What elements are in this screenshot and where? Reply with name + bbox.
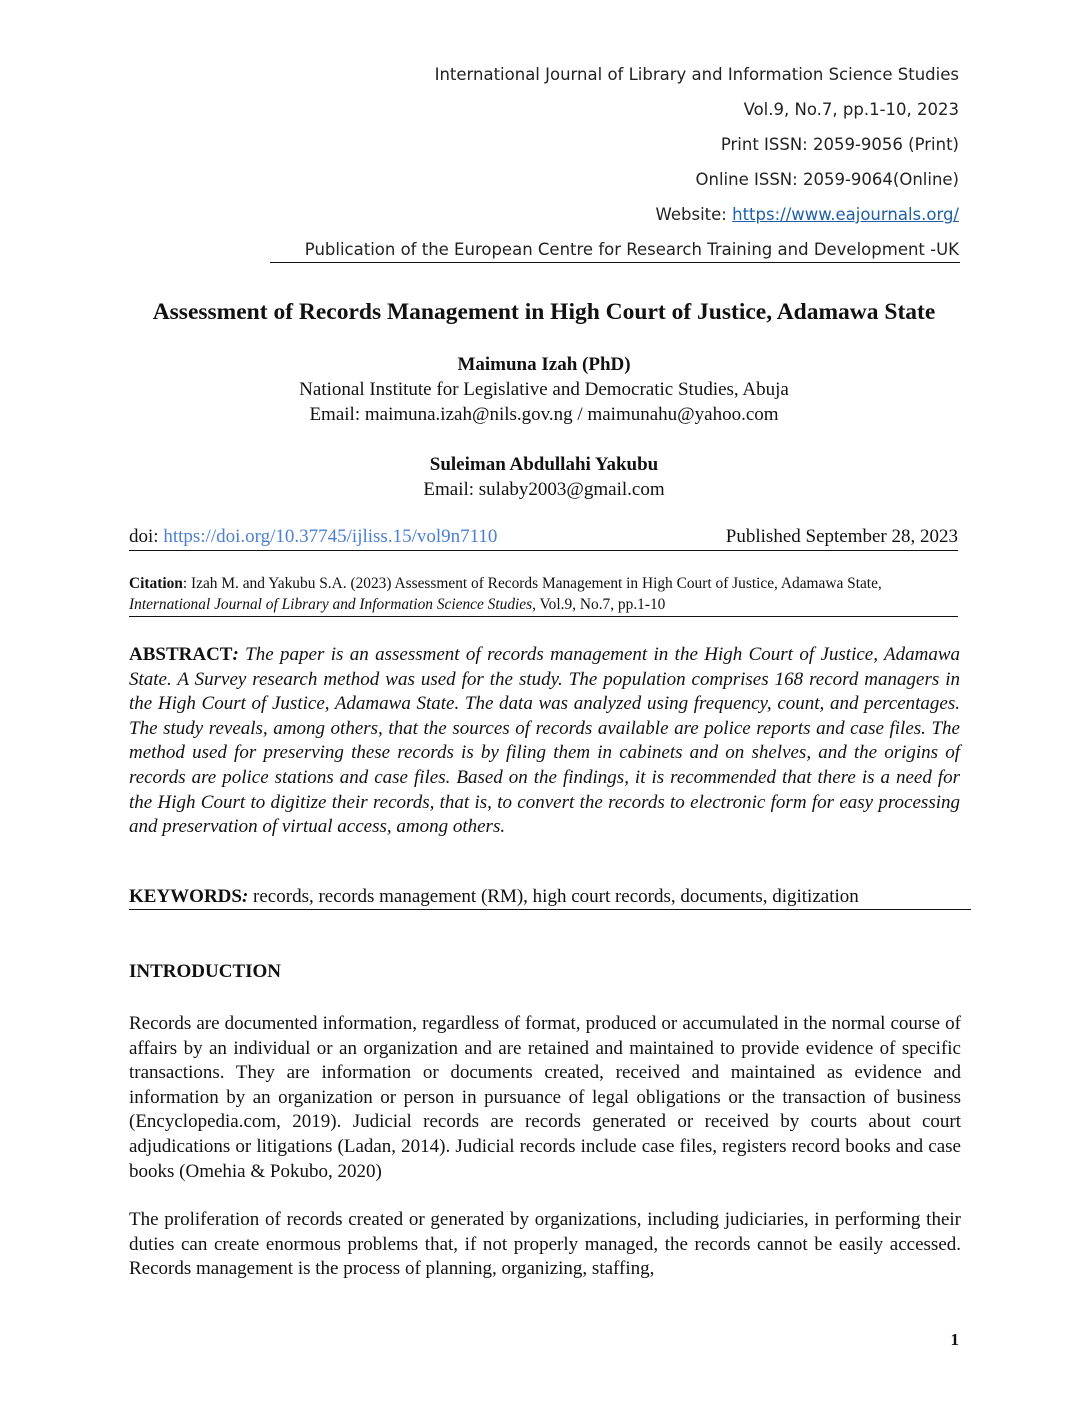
page-number: 1 — [950, 1330, 959, 1349]
citation — [129, 573, 958, 615]
introduction-heading: INTRODUCTION — [129, 961, 282, 982]
author-1-name: Maimuna Izah (PhD) — [457, 354, 631, 375]
abstract-colon: : — [232, 644, 239, 665]
keywords-text: records, records management (RM), high court records, documents, digitization — [248, 886, 859, 907]
author-2-email: Email: sulaby2003@gmail.com — [423, 479, 665, 500]
print-issn: Print ISSN: 2059-9056 (Print) — [720, 135, 959, 154]
website-label: Website: — [655, 205, 733, 224]
citation-divider — [129, 616, 958, 617]
author-2-name: Suleiman Abdullahi Yakubu — [429, 454, 659, 475]
online-issn: Online ISSN: 2059-9064(Online) — [695, 170, 959, 189]
introduction-paragraph-2: The proliferation of records created or generated by organizations, including judiciaries, in performing their duties can create enormous problems that, if not properly managed, the records cannot be easily accessed. Records management is the process of planning, organizing, staffing, — [129, 1209, 961, 1280]
journal-name: International Journal of Library and Information Science Studies — [434, 65, 959, 84]
abstract — [129, 643, 960, 840]
publisher-line: Publication of the European Centre for Research Training and Development -UK — [304, 240, 959, 259]
website-link[interactable]: https://www.eajournals.org/ — [732, 205, 959, 224]
citation-text: : Izah M. and Yakubu S.A. (2023) Assessment of Records Management in High Court of Justice, Adamawa State, — [182, 575, 882, 592]
abstract-text: The paper is an assessment of records management in the High Court of Justice, Adamawa State. A Survey research method was used for the study. The population comprises 168 record managers in the High Court of Justice, Adamawa State. The data was analyzed using frequency, count, and percentages. The study reveals, among others, that the sources of records available are police reports and case files. The method used for preserving these records is by filing them in cabinets and on shelves, and the origins of records are police stations and case files. Based on the findings, it is recommended that there is a need for the High Court to digitize their records, that is, to convert the records to electronic form for easy processing and preservation of virtual access, among others. — [129, 644, 960, 838]
citation-volume: , Vol.9, No.7, pp.1-10 — [532, 596, 666, 613]
doi-divider — [129, 550, 958, 551]
citation-journal: International Journal of Library and Information Science Studies — [129, 596, 533, 613]
author-1-affiliation: National Institute for Legislative and Democratic Studies, Abuja — [299, 379, 789, 400]
abstract-label: ABSTRACT — [129, 644, 233, 665]
keywords-divider — [129, 909, 971, 910]
published-date: Published September 28, 2023 — [725, 526, 958, 547]
doi-link[interactable]: https://doi.org/10.37745/ijliss.15/vol9n7110 — [163, 526, 498, 547]
author-1-email: Email: maimuna.izah@nils.gov.ng / maimunahu@yahoo.com — [309, 404, 779, 425]
keywords — [129, 886, 859, 908]
doi-label: doi: — [129, 526, 164, 547]
keywords-label: KEYWORDS — [129, 886, 242, 907]
website-line — [656, 205, 959, 224]
article-title: Assessment of Records Management in High Court of Justice, Adamawa State — [152, 299, 936, 325]
volume-info: Vol.9, No.7, pp.1-10, 2023 — [743, 100, 959, 119]
keywords-colon: : — [241, 886, 249, 907]
doi-row — [129, 526, 958, 548]
header-divider — [270, 262, 960, 263]
introduction-paragraph-1: Records are documented information, regardless of format, produced or accumulated in the normal course of affairs by an individual or an organization and are retained and maintained to provide evidence of specific transactions. They are information or documents created, received and maintained as evidence and information by an organization or person in pursuance of legal obligations or the transaction of business (Encyclopedia.com, 2019). Judicial records are records generated or received by courts about court adjudications or litigations (Ladan, 2014). Judicial records include case files, registers record books and case books (Omehia & Pokubo, 2020) — [129, 1013, 961, 1182]
citation-label: Citation — [129, 575, 183, 592]
